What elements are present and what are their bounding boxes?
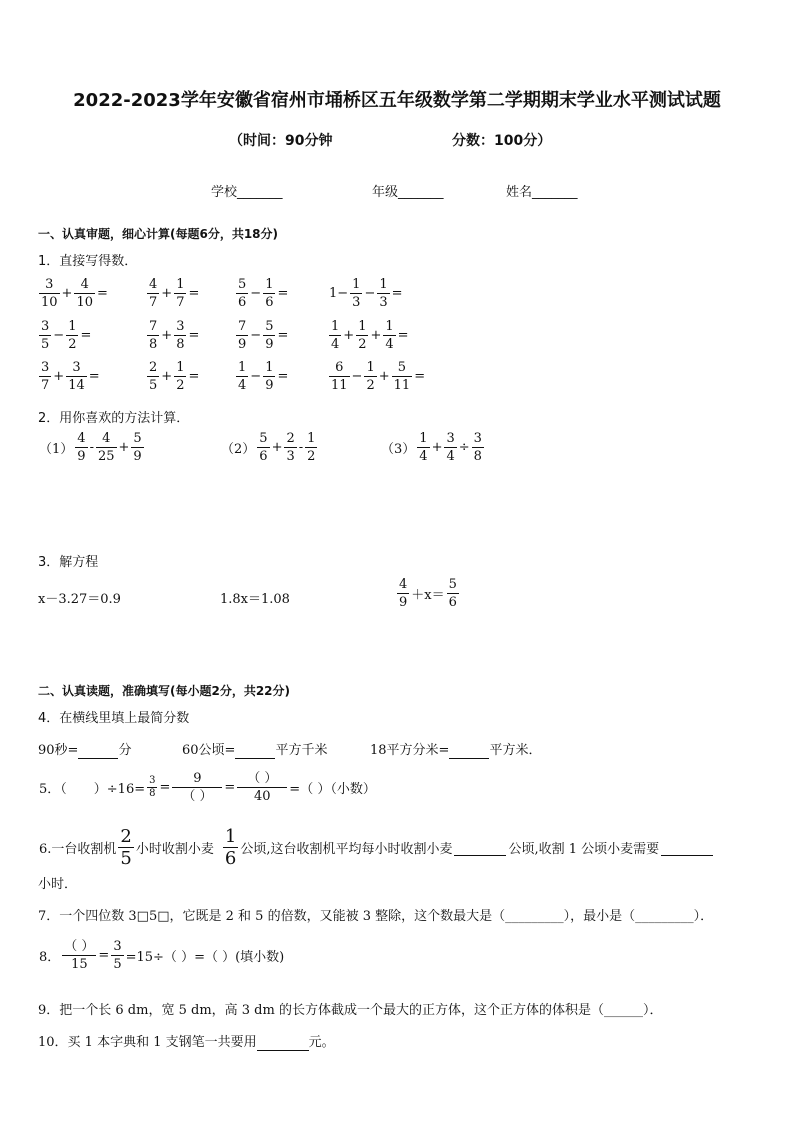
numerator: 1 bbox=[331, 319, 340, 334]
operator: + bbox=[343, 328, 355, 343]
numerator: 6 bbox=[329, 359, 350, 377]
fraction bbox=[383, 318, 395, 353]
equals-sign: = bbox=[188, 328, 200, 343]
numerator: 7 bbox=[149, 319, 158, 334]
q4-item-a bbox=[38, 739, 131, 759]
denominator: 4 bbox=[331, 337, 340, 352]
numerator: 4 bbox=[149, 277, 158, 292]
equals-sign: = bbox=[188, 286, 200, 301]
q4-item-b bbox=[182, 739, 327, 759]
numerator: 9 bbox=[172, 770, 222, 788]
fraction bbox=[447, 576, 459, 611]
numerator: 1 bbox=[385, 319, 394, 334]
fraction bbox=[74, 276, 95, 311]
equals-sign: = bbox=[391, 286, 403, 301]
operator: − bbox=[351, 369, 363, 384]
q4-item-c bbox=[370, 739, 541, 759]
fraction bbox=[364, 359, 376, 394]
fraction bbox=[472, 430, 484, 465]
denominator: 6 bbox=[448, 595, 457, 610]
q3-label: 3．解方程 bbox=[38, 555, 99, 570]
equals-sign: = bbox=[97, 286, 108, 301]
q2-expr-1 bbox=[74, 431, 144, 464]
numerator: 3 bbox=[176, 319, 185, 334]
numerator: 1 bbox=[68, 319, 77, 334]
denominator: 9 bbox=[133, 449, 142, 464]
operator: + bbox=[53, 369, 65, 384]
q1-item bbox=[328, 359, 426, 394]
denominator: 25 bbox=[97, 449, 115, 464]
operator: + bbox=[378, 369, 390, 384]
equals-sign: = bbox=[414, 369, 426, 384]
fraction bbox=[174, 359, 186, 394]
numerator: 1 bbox=[265, 360, 274, 375]
operator: − bbox=[53, 328, 65, 343]
denominator-blank[interactable]: （ ） bbox=[182, 789, 213, 804]
equals-sign: = bbox=[277, 328, 289, 343]
operator: + bbox=[271, 440, 283, 455]
fraction bbox=[174, 318, 186, 353]
denominator: 8 bbox=[473, 449, 482, 464]
q4-b-text: 60公顷= bbox=[182, 743, 236, 758]
fraction bbox=[392, 359, 413, 394]
section-2-heading: 二、认真读题，准确填写(每小题2分，共22分) bbox=[38, 684, 291, 698]
q6-text-1: 6.一台收割机 bbox=[39, 842, 117, 857]
operator: - bbox=[298, 440, 304, 455]
equals-sign: = bbox=[277, 369, 289, 384]
fraction bbox=[118, 826, 133, 869]
q9: 9．把一个长 6 dm，宽 5 dm，高 3 dm 的长方体截成一个最大的正方体，这个正方体的体积是（______）． bbox=[38, 1003, 663, 1018]
q10-text-1: 10．买 1 本字典和 1 支钢笔一共要用 bbox=[38, 1035, 257, 1050]
q6-line-2: 小时． bbox=[38, 877, 78, 892]
numerator: 1 bbox=[366, 360, 375, 375]
fraction bbox=[329, 359, 350, 394]
fraction bbox=[75, 430, 87, 465]
denominator: 7 bbox=[149, 295, 158, 310]
fraction bbox=[66, 359, 87, 394]
q6-text-2: 小时收割小麦 bbox=[135, 842, 214, 857]
q1-item bbox=[328, 318, 410, 353]
numerator: 1 bbox=[307, 431, 316, 446]
exam-time: （时间：90分钟 bbox=[229, 133, 333, 149]
q8-text-2: =15÷（ ）=（ ）(填小数) bbox=[125, 950, 285, 965]
denominator: 3 bbox=[379, 295, 388, 310]
q3-equation-1: x－3.27＝0.9 bbox=[38, 592, 121, 607]
q2-expr-2 bbox=[256, 431, 318, 464]
fraction bbox=[174, 276, 186, 311]
answer-blank[interactable] bbox=[449, 743, 489, 759]
denominator: 10 bbox=[41, 295, 58, 310]
numerator: 3 bbox=[41, 319, 50, 334]
fraction bbox=[147, 359, 159, 394]
q7: 7．一个四位数 3□5□，它既是 2 和 5 的倍数，又能被 3 整除，这个数最大是（_________），最小是（_________）． bbox=[38, 909, 714, 924]
q5-label: 5．（ bbox=[39, 782, 67, 797]
fraction bbox=[350, 276, 362, 311]
denominator: 8 bbox=[149, 788, 156, 799]
denominator: 2 bbox=[176, 378, 185, 393]
denominator: 2 bbox=[366, 378, 375, 393]
section-1-heading: 一、认真审题，细心计算(每题6分，共18分) bbox=[38, 227, 279, 241]
fraction bbox=[147, 318, 159, 353]
q1-label: 1．直接写得数． bbox=[38, 254, 138, 269]
q1-item bbox=[328, 276, 404, 311]
fraction bbox=[257, 430, 269, 465]
numerator: 4 bbox=[96, 430, 117, 448]
q3-equation-2: 1.8x＝1.08 bbox=[220, 592, 290, 607]
denominator: 2 bbox=[358, 337, 367, 352]
fraction bbox=[147, 276, 159, 311]
numerator: 5 bbox=[392, 359, 413, 377]
leading-term: 1− bbox=[329, 286, 349, 301]
denominator: 6 bbox=[265, 295, 274, 310]
answer-blank[interactable] bbox=[78, 743, 118, 759]
fraction bbox=[263, 318, 275, 353]
fraction bbox=[284, 430, 296, 465]
numerator: 5 bbox=[133, 431, 142, 446]
fraction bbox=[172, 770, 222, 805]
q1-item bbox=[146, 276, 200, 311]
numerator: 1 bbox=[352, 277, 361, 292]
denominator: 40 bbox=[254, 789, 271, 804]
denominator: 9 bbox=[265, 337, 274, 352]
denominator: 8 bbox=[176, 337, 185, 352]
denominator: 5 bbox=[113, 957, 122, 972]
numerator: 1 bbox=[238, 360, 247, 375]
operator: + bbox=[161, 369, 173, 384]
numerator: 7 bbox=[238, 319, 247, 334]
denominator: 7 bbox=[176, 295, 185, 310]
fraction bbox=[236, 359, 248, 394]
q1-item bbox=[235, 318, 289, 353]
numerator: 1 bbox=[265, 277, 274, 292]
numerator: 5 bbox=[238, 277, 247, 292]
fraction bbox=[39, 359, 51, 394]
fraction bbox=[39, 318, 51, 353]
operator: + bbox=[370, 328, 382, 343]
operator: − bbox=[250, 328, 262, 343]
numerator: 1 bbox=[224, 826, 237, 847]
q5-text-4: =（ ）（小数） bbox=[289, 782, 376, 797]
fraction bbox=[356, 318, 368, 353]
grade-field[interactable]: 年级_______ bbox=[372, 185, 444, 200]
denominator: 5 bbox=[149, 378, 158, 393]
q4-c-text: 18平方分米= bbox=[370, 743, 450, 758]
denominator: 3 bbox=[352, 295, 361, 310]
q1-item bbox=[146, 318, 200, 353]
answer-blank[interactable] bbox=[454, 840, 506, 856]
numerator: 1 bbox=[176, 277, 185, 292]
q10 bbox=[38, 1031, 335, 1051]
numerator: 3 bbox=[39, 276, 60, 294]
q2-part-1 bbox=[38, 430, 145, 465]
denominator: 9 bbox=[238, 337, 247, 352]
q2-expr-3 bbox=[416, 431, 485, 464]
q2-part-2 bbox=[220, 430, 318, 465]
q8-label: 8． bbox=[39, 950, 61, 965]
denominator: 2 bbox=[68, 337, 77, 352]
numerator: 1 bbox=[176, 360, 185, 375]
operator: ÷ bbox=[458, 440, 470, 455]
q2-part-3 bbox=[380, 430, 485, 465]
numerator: 2 bbox=[120, 826, 132, 847]
fraction bbox=[305, 430, 317, 465]
q1-item bbox=[146, 359, 200, 394]
numerator: 5 bbox=[265, 319, 274, 334]
numerator: 1 bbox=[379, 277, 388, 292]
denominator: 9 bbox=[399, 595, 408, 610]
denominator: 15 bbox=[71, 957, 88, 972]
operator: − bbox=[250, 286, 262, 301]
operator: - bbox=[89, 440, 94, 455]
denominator: 4 bbox=[385, 337, 394, 352]
numerator: 3 bbox=[66, 359, 87, 377]
fraction bbox=[237, 770, 287, 805]
q5-text-3: = bbox=[224, 780, 236, 795]
fraction bbox=[263, 359, 275, 394]
numerator: 3 bbox=[149, 775, 156, 786]
q2-part-3-label: （3） bbox=[381, 442, 416, 457]
equals-sign: = bbox=[188, 369, 200, 384]
numerator: 3 bbox=[473, 431, 482, 446]
operator: + bbox=[118, 440, 130, 455]
q1-item bbox=[235, 276, 289, 311]
fraction bbox=[223, 826, 238, 869]
fraction bbox=[131, 430, 143, 465]
operator: + bbox=[161, 286, 173, 301]
q1-item bbox=[38, 276, 109, 311]
q4-b-unit: 平方千米 bbox=[275, 743, 328, 758]
fraction bbox=[417, 430, 429, 465]
fraction bbox=[329, 318, 341, 353]
equals-sign: = bbox=[397, 328, 409, 343]
operator: + bbox=[61, 286, 73, 301]
q5 bbox=[38, 770, 377, 805]
denominator: 2 bbox=[307, 449, 316, 464]
fraction bbox=[62, 938, 96, 973]
denominator: 6 bbox=[238, 295, 247, 310]
q6-text-3: 公顷,这台收割机平均每小时收割小麦 bbox=[240, 842, 453, 857]
numerator: 5 bbox=[259, 431, 268, 446]
fraction bbox=[96, 430, 117, 465]
denominator: 9 bbox=[265, 378, 274, 393]
fraction bbox=[147, 775, 157, 800]
q4-a-unit: 分 bbox=[118, 743, 132, 758]
name-field[interactable]: 姓名_______ bbox=[506, 185, 578, 200]
denominator: 10 bbox=[76, 295, 93, 310]
denominator: 7 bbox=[41, 378, 50, 393]
q2-label: 2．用你喜欢的方法计算． bbox=[38, 411, 190, 426]
q5-text-1: ）÷16= bbox=[93, 782, 146, 797]
q6-text-4: 公顷,收割 1 公顷小麦需要 bbox=[508, 842, 660, 857]
equals-sign: = bbox=[88, 369, 100, 384]
fraction bbox=[236, 276, 248, 311]
answer-blank[interactable] bbox=[235, 743, 275, 759]
q8 bbox=[38, 938, 285, 973]
numerator: 5 bbox=[448, 577, 457, 592]
denominator: 11 bbox=[393, 378, 411, 393]
page-title: 2022-2023学年安徽省宿州市埇桥区五年级数学第二学期期末学业水平测试试题 bbox=[73, 90, 721, 111]
denominator: 5 bbox=[41, 337, 50, 352]
fraction bbox=[397, 576, 409, 611]
numerator: 1 bbox=[358, 319, 367, 334]
denominator: 14 bbox=[68, 378, 85, 393]
numerator: 2 bbox=[286, 431, 295, 446]
equals-sign: = bbox=[80, 328, 92, 343]
fraction bbox=[66, 318, 78, 353]
q4-c-unit: 平方米． bbox=[489, 743, 542, 758]
equals-sign: = bbox=[277, 286, 289, 301]
fraction bbox=[263, 276, 275, 311]
numerator-blank[interactable]: （ ） bbox=[64, 939, 95, 954]
denominator: 8 bbox=[149, 337, 158, 352]
denominator: 4 bbox=[419, 449, 428, 464]
numerator-blank[interactable]: （ ） bbox=[237, 770, 287, 788]
operator: + bbox=[431, 440, 443, 455]
q3-equation-3 bbox=[396, 576, 460, 611]
q10-text-2: 元。 bbox=[308, 1035, 335, 1050]
denominator: 4 bbox=[446, 449, 455, 464]
fraction bbox=[39, 276, 60, 311]
answer-blank[interactable] bbox=[257, 1035, 309, 1051]
operator: − bbox=[250, 369, 262, 384]
denominator: 11 bbox=[331, 378, 348, 393]
fraction bbox=[111, 938, 123, 973]
equation-middle: ＋x＝ bbox=[411, 588, 445, 603]
denominator: 4 bbox=[238, 378, 247, 393]
q8-text-1: = bbox=[98, 948, 110, 963]
school-field[interactable]: 学校_______ bbox=[211, 185, 283, 200]
fraction bbox=[444, 430, 456, 465]
numerator: 3 bbox=[41, 360, 50, 375]
numerator: 4 bbox=[74, 276, 95, 294]
exam-score: 分数：100分） bbox=[452, 133, 552, 149]
denominator: 3 bbox=[286, 449, 295, 464]
q2-part-1-label: （1） bbox=[39, 442, 74, 457]
q5-text-2: = bbox=[159, 780, 171, 795]
q4-label: 4．在横线里填上最简分数 bbox=[38, 711, 190, 726]
q1-item bbox=[38, 359, 101, 394]
denominator: 6 bbox=[259, 449, 268, 464]
numerator: 2 bbox=[149, 360, 158, 375]
numerator: 1 bbox=[419, 431, 428, 446]
denominator: 6 bbox=[224, 848, 237, 869]
fraction bbox=[377, 276, 389, 311]
q1-item bbox=[235, 359, 289, 394]
q2-part-2-label: （2） bbox=[221, 442, 256, 457]
q4-a-text: 90秒= bbox=[38, 743, 79, 758]
answer-blank[interactable] bbox=[661, 840, 713, 856]
numerator: 3 bbox=[113, 939, 122, 954]
denominator: 9 bbox=[77, 449, 86, 464]
operator: − bbox=[364, 286, 376, 301]
q1-item bbox=[38, 318, 92, 353]
denominator: 5 bbox=[120, 848, 132, 869]
numerator: 4 bbox=[77, 431, 86, 446]
fraction bbox=[236, 318, 248, 353]
q6-line-1 bbox=[38, 826, 714, 869]
numerator: 3 bbox=[446, 431, 455, 446]
numerator: 4 bbox=[399, 577, 408, 592]
operator: + bbox=[161, 328, 173, 343]
